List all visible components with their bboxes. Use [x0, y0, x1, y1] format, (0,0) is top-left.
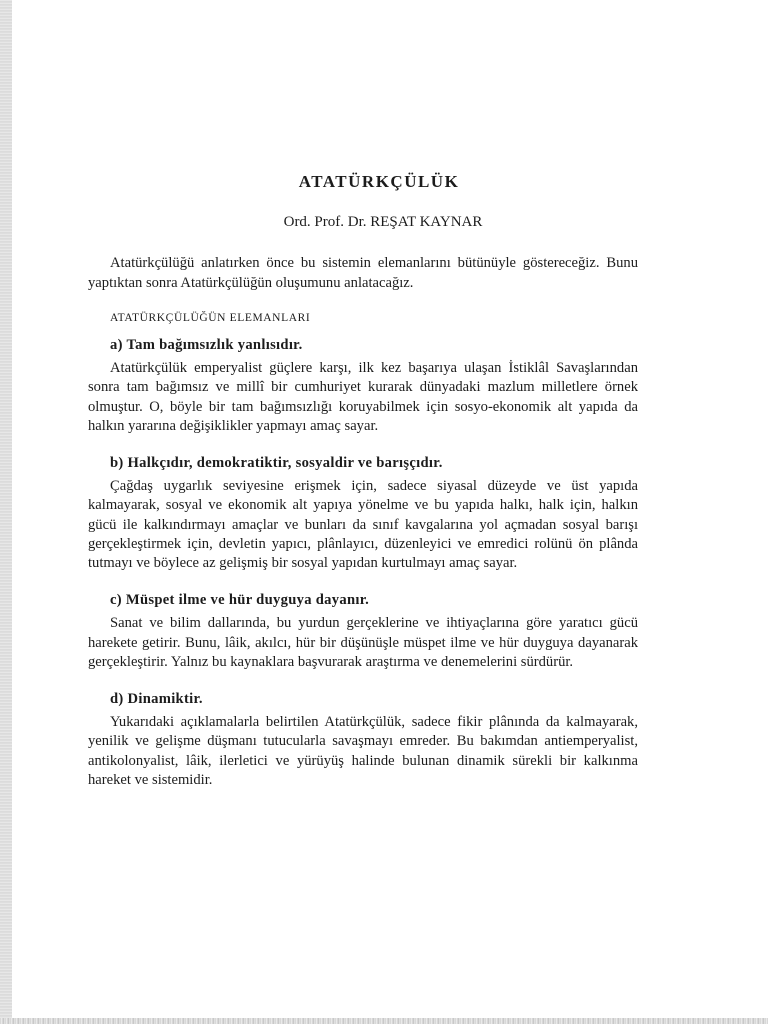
document-page	[88, 172, 638, 790]
intro-paragraph: Atatürkçülüğü anlatırken önce bu sistemin elemanlarını bütünüyle göstereceğiz. Bunu yaptıktan sonra Atatürkçülüğün oluşumunu anlatacağız.	[88, 255, 638, 291]
document-author: Ord. Prof. Dr. REŞAT KAYNAR	[283, 214, 483, 231]
subsection-heading-b: b) Halkçıdır, demokratiktir, sosyaldir ve barışçıdır.	[110, 455, 443, 472]
subsection-text-c: Sanat ve bilim dallarında, bu yurdun gerçeklerine ve ihtiyaçlarına göre yaratıcı gücü harekete getirir. Bunu, lâik, akılcı, hür bir düşünüşle müspet ilme ve hür duyguya dayanarak gerçekleştirir. Yalnız bu kaynaklara başvurarak araştırma ve denemelerini sürdürür.	[88, 615, 638, 670]
scan-edge-bottom	[0, 1018, 768, 1024]
subsection-text-d: Yukarıdaki açıklamalarla belirtilen Atatürkçülük, sadece fikir plânında da kalmayarak, yenilik ve gelişme düşmanı tutucularla savaşmayı emreder. Bu bakımdan antiemperyalist, antikolonyalist, lâik, ilerletici ve yürüyüş halinde bulunan dinamik sürekli bir kalkınma hareket ve sistemidir.	[88, 714, 638, 788]
subsection-heading-a: a) Tam bağımsızlık yanlısıdır.	[110, 337, 303, 354]
subsection-text-a: Atatürkçülük emperyalist güçlere karşı, ilk kez başarıya ulaşan İstiklâl Savaşlarından sonra tam bağımsız ve millî bir cumhuriyet kurarak dünyadaki mazlum milletlere örnek olmuştur. O, böyle bir tam bağımsızlığı koruyabilmek için sosyo-ekonomik alt yapıda da halkın yararına değişiklikler yapmayı amaç sayar.	[88, 360, 638, 434]
document-title: ATATÜRKÇÜLÜK	[298, 172, 460, 191]
subsection-text-b: Çağdaş uygarlık seviyesine erişmek için, sadece siyasal düzeyde ve üst yapıda kalmayarak, sosyal ve ekonomik alt yapıya yönelme ve bu yapıda halkı, halk için, halkın gücü ile kalkındırmayı amaçlar ve bunları da sınıf kavgalarına yol açmadan sosyal barışı gerçekleştirmek için, devletin yapıcı, plânlayıcı, düzenleyici ve emredici rolünü ön plânda tutmayı ve böylece az gelişmiş bir sosyal yapıdan kurtulmayı amaç sayar.	[88, 478, 638, 572]
section-heading: ATATÜRKÇÜLÜĞÜN ELEMANLARI	[110, 311, 311, 324]
scan-edge-left	[0, 0, 12, 1024]
subsection-heading-c: c) Müspet ilme ve hür duyguya dayanır.	[110, 592, 370, 609]
subsection-heading-d: d) Dinamiktir.	[110, 691, 203, 708]
